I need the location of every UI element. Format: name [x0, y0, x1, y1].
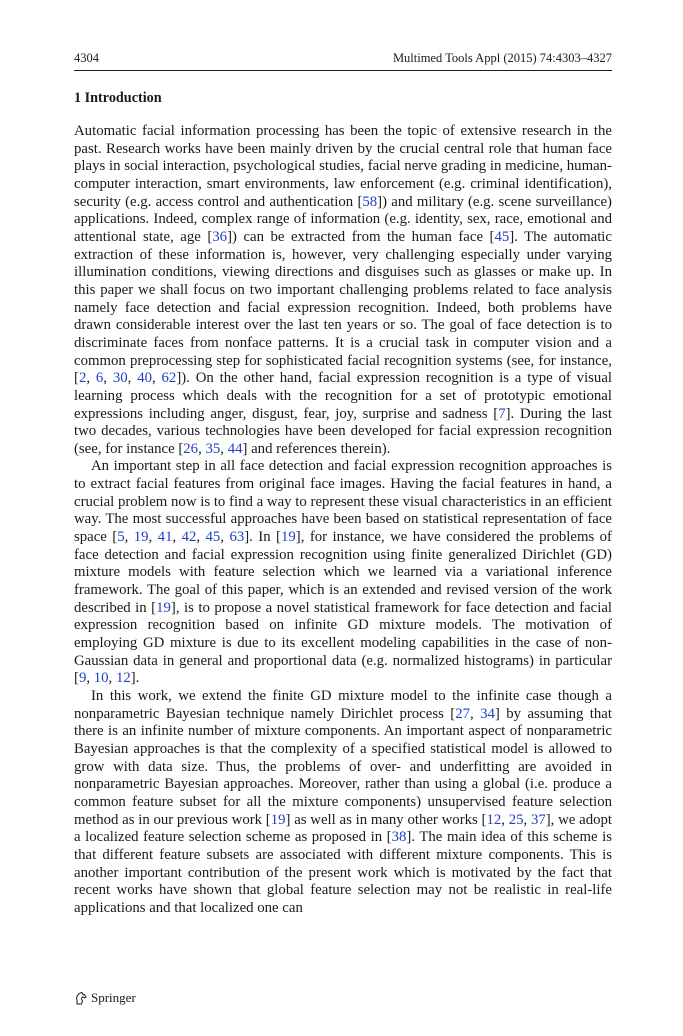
citation-link[interactable]: 19: [133, 529, 149, 546]
paragraph-text: ]) and military (e.g. scene surveillance) applications. Indeed, complex range of information (e.g. identity, sex, race, emotional and attentional state, age [: [74, 193, 612, 245]
paragraph: [74, 688, 612, 918]
section-title: 1 Introduction: [74, 90, 162, 106]
paragraph: [74, 458, 612, 688]
paragraph-text: ,: [198, 440, 206, 457]
citation-link[interactable]: 12: [486, 811, 502, 828]
citation-link[interactable]: 37: [530, 811, 546, 828]
paragraph-text: ].: [130, 670, 140, 687]
citation-link[interactable]: 30: [112, 370, 128, 387]
paragraph-text: ,: [86, 370, 96, 387]
paragraph-text: ]. During the last two decades, various technologies have been developed for facial expression recognition (see, for instance [: [74, 405, 612, 457]
paragraph-text: ,: [220, 440, 228, 457]
paragraph-text: ,: [501, 811, 509, 828]
citation-link[interactable]: 7: [498, 405, 506, 422]
publisher-name: Springer: [91, 990, 136, 1005]
paragraph-text: ,: [469, 705, 481, 722]
citation-link[interactable]: 42: [181, 529, 197, 546]
paragraph-text: ]). On the other hand, facial expression recognition is a type of visual learning process which deals with the recognition for a set of prototypic emotional expressions including anger, disgust, fear, joy, surprise and sadness [: [74, 370, 613, 422]
paragraph-text: ], for instance, we have considered the problems of face detection and facial expression recognition using finite generalized Dirichlet (GD) mixture models with feature selection which we learned via a variational inference framework. The goal of this paper, which is an extended and revised version of the work described in [: [74, 529, 612, 616]
springer-horse-icon: [74, 991, 88, 1005]
paragraph-text: Automatic facial information processing has been the topic of extensive research in the past. Research works have been mainly driven by the crucial central role that human face plays in social interaction, psychological studies, facial nerve grading in medicine, human-computer interaction, smart environments, law enforcement (e.g. criminal identification), security (e.g. access control and authentication [: [74, 123, 612, 210]
citation-link[interactable]: 27: [455, 705, 470, 722]
citation-link[interactable]: 19: [156, 599, 171, 616]
citation-link[interactable]: 5: [117, 529, 125, 546]
citation-link[interactable]: 25: [508, 811, 524, 828]
citation-link[interactable]: 19: [280, 529, 296, 546]
citation-link[interactable]: 63: [229, 529, 245, 546]
header-rule: [74, 70, 612, 71]
citation-link[interactable]: 34: [480, 705, 495, 722]
paragraph-text: ], is to propose a novel statistical framework for face detection and facial expression recognition based on infinite GD mixture models. The motivation of employing GD mixture is due to its excellent modeling capabilities in the case of non-Gaussian data in general and proportional data (e.g. normalized histograms) in particular [: [74, 599, 613, 687]
article-body: [74, 123, 612, 918]
publisher-footer: [74, 990, 136, 1006]
paragraph-text: ,: [151, 370, 162, 387]
citation-link[interactable]: 12: [115, 670, 131, 687]
citation-link[interactable]: 19: [270, 811, 286, 828]
paragraph-text: ,: [108, 670, 116, 687]
citation-link[interactable]: 10: [93, 670, 109, 687]
citation-link[interactable]: 36: [212, 228, 228, 245]
citation-link[interactable]: 45: [205, 529, 221, 546]
paragraph-text: ,: [124, 529, 134, 546]
paragraph-text: ] by assuming that there is an infinite number of mixture components. An important aspect of nonparametric Bayesian approaches is that the complexity of a specified statistical model is allowed to grow with data size. Thus, the problems of over- and underfitting are avoided in nonparametric Bayesian approaches. Moreover, rather than using a global (i.e. produce a common feature subset for all the mixture components) unsupervised feature selection method as in our previous work [: [74, 705, 612, 828]
citation-link[interactable]: 26: [183, 440, 199, 457]
paragraph-text: ,: [148, 529, 158, 546]
citation-link[interactable]: 58: [362, 193, 378, 210]
paragraph-text: ,: [172, 529, 182, 546]
paragraph-text: ,: [220, 529, 230, 546]
citation-link[interactable]: 38: [391, 829, 407, 846]
paragraph-text: ] as well as in many other works [: [285, 811, 487, 828]
paragraph-text: ]) can be extracted from the human face [: [227, 228, 495, 245]
citation-link[interactable]: 45: [494, 228, 510, 245]
journal-citation: [393, 50, 612, 66]
citation-link[interactable]: 6: [95, 370, 104, 387]
citation-link[interactable]: 41: [157, 529, 173, 546]
paragraph: [74, 123, 612, 458]
paragraph-text: ,: [523, 811, 531, 828]
paragraph-text: ]. The main idea of this scheme is that different feature subsets are associated with different mixture components. This is another important contribution of the present work which is motivated by the fact that recent works have shown that global feature selection may not be realistic in real-life applications and that localized one can: [74, 829, 612, 916]
citation-link[interactable]: 44: [227, 440, 243, 457]
paragraph-text: ,: [86, 670, 94, 687]
paragraph-text: In this work, we extend the finite GD mixture model to the infinite case though a nonparametric Bayesian technique namely Dirichlet process [: [74, 688, 612, 722]
citation-link[interactable]: 9: [78, 670, 87, 687]
paragraph-text: ], we adopt a localized feature selection scheme as proposed in [: [74, 811, 612, 846]
citation-link[interactable]: 62: [161, 370, 177, 387]
citation-link[interactable]: 2: [78, 370, 87, 387]
paragraph-text: ,: [196, 529, 206, 546]
paragraph-text: ,: [127, 370, 138, 387]
citation-link[interactable]: 35: [205, 440, 221, 457]
page-number: 4304: [74, 51, 99, 65]
journal-year: (2015): [503, 51, 537, 65]
journal-volume-pages: 74:4303–4327: [536, 51, 612, 65]
paragraph-text: ,: [103, 370, 113, 387]
paragraph-text: ] and references therein).: [242, 440, 391, 457]
paragraph-text: ]. The automatic extraction of these information is, however, very challenging especially under varying illumination conditions, viewing directions and disguises such as glasses or make up. In this paper we shall focus on two important challenging problems related to face analysis namely face detection and facial expression recognition. Indeed, both problems have drawn considerable interest over the last ten years or so. The goal of face detection is to discriminate faces from nonface patterns. It is a crucial task in computer vision and a common preprocessing step for sophisticated facial recognition systems (see, for instance, [: [74, 228, 612, 387]
paragraph-text: An important step in all face detection and facial expression recognition approaches is to extract facial features from original face images. Having the facial features in hand, a crucial problem now is to find a way to represent these visual characteristics in an efficient way. The most successful approaches have been based on statistical representation of face space [: [74, 458, 612, 546]
citation-link[interactable]: 40: [137, 370, 152, 387]
journal-name: Multimed Tools Appl: [392, 51, 504, 65]
paragraph-text: ]. In [: [244, 529, 281, 546]
